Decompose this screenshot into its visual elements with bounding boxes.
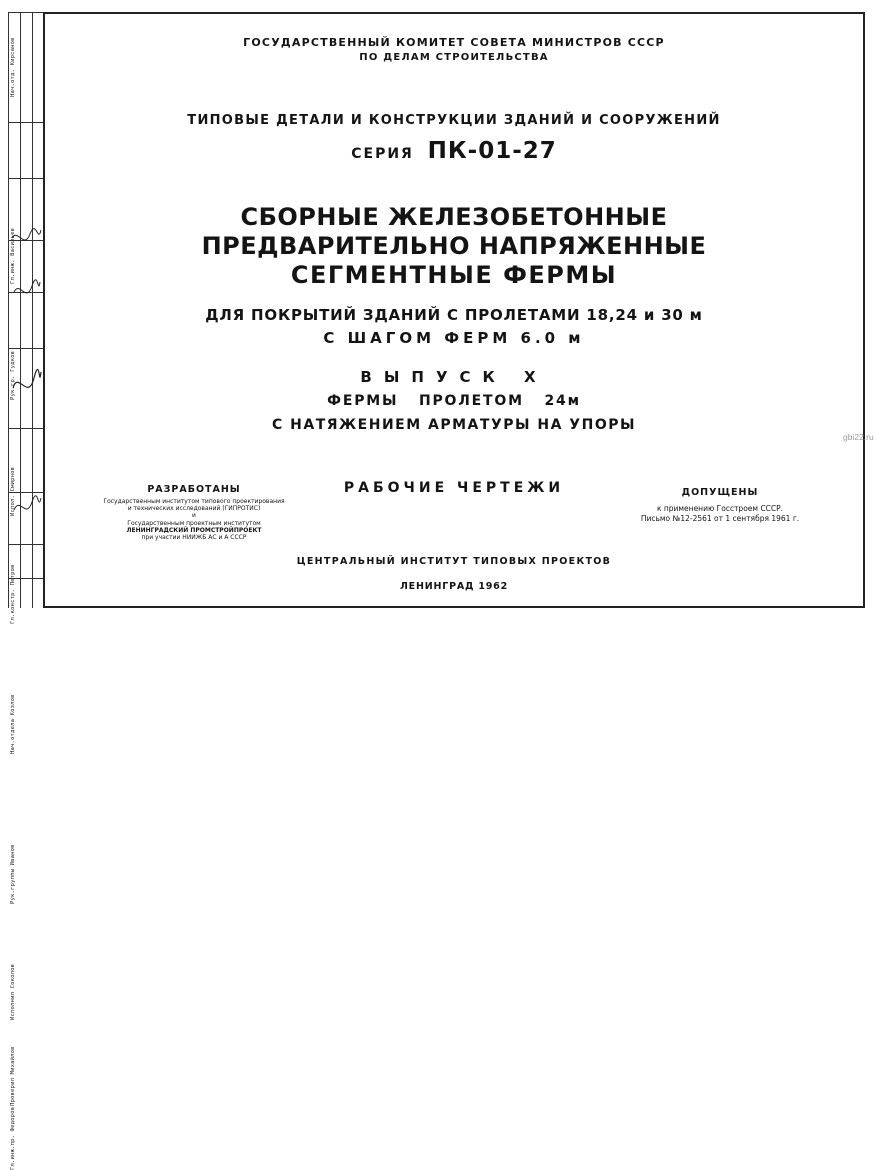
stamp-cell-text: Гл.констр. Петров <box>10 564 16 624</box>
approved-heading: ДОПУЩЕНЫ <box>681 487 759 498</box>
document-title-line2: ПРЕДВАРИТЕЛЬНО НАПРЯЖЕННЫЕ <box>201 232 707 260</box>
stamp-cell-text: Рук.группы Иванов <box>10 844 16 904</box>
city-year: ЛЕНИНГРАД 1962 <box>399 581 508 592</box>
developed-line: и технических исследований (ГИПРОТИС) <box>127 505 261 513</box>
series-code: ПК-01-27 <box>427 138 557 164</box>
stamp-cell-text: Проверил Михайлов <box>10 1046 16 1106</box>
developed-line: при участии НИИЖБ АС и А СССР <box>141 534 247 542</box>
document-title-line1: СБОРНЫЕ ЖЕЛЕЗОБЕТОННЫЕ <box>240 203 668 231</box>
subtitle-spacing: С ШАГОМ ФЕРМ 6.0 м <box>323 329 585 347</box>
stamp-cell-text: Нач.отд. Кирсанов <box>10 37 16 97</box>
approved-line: Письмо №12-2561 от 1 сентября 1961 г. <box>640 514 800 523</box>
developed-line: Государственным институтом типового проектирования <box>103 498 285 505</box>
document-title-line3: СЕГМЕНТНЫЕ ФЕРМЫ <box>290 261 618 289</box>
stamp-cell-text: Исполнил Соколов <box>10 963 16 1020</box>
publisher-institute: ЦЕНТРАЛЬНЫЙ ИНСТИТУТ ТИПОВЫХ ПРОЕКТОВ <box>296 556 612 567</box>
stamp-cell-text: Испол. Смирнов <box>10 466 16 516</box>
developed-line: Государственным проектным институтом <box>127 519 261 527</box>
series-heading: ТИПОВЫЕ ДЕТАЛИ И КОНСТРУКЦИИ ЗДАНИЙ И СООРУЖЕНИЙ <box>187 113 721 128</box>
issue-tensioning: С НАТЯЖЕНИЕМ АРМАТУРЫ НА УПОРЫ <box>272 417 636 433</box>
approved-block <box>610 487 830 524</box>
committee-subheader: ПО ДЕЛАМ СТРОИТЕЛЬСТВА <box>359 52 549 63</box>
series-line <box>43 138 865 164</box>
stamp-cell-text: Нач.отдела Козлов <box>10 694 16 754</box>
committee-header: ГОСУДАРСТВЕННЫЙ КОМИТЕТ СОВЕТА МИНИСТРОВ СССР <box>243 36 665 49</box>
stamp-cell-text: Гл.инж. Васильев <box>10 227 16 284</box>
working-drawings-label: РАБОЧИЕ ЧЕРТЕЖИ <box>343 480 565 496</box>
developed-by-block <box>84 484 304 541</box>
issue-label: ВЫПУСК X <box>360 368 548 386</box>
stamp-cell-text: Рук.гр. Гудков <box>10 350 16 400</box>
site-watermark: gbi22.ru <box>843 432 874 442</box>
developed-line: ЛЕНИНГРАДСКИЙ ПРОМСТРОЙПРОЕКТ <box>126 526 262 534</box>
issue-trusses: ФЕРМЫ ПРОЛЕТОМ 24м <box>327 393 581 409</box>
stamp-cell-text: Гл.инж.пр. Федоров <box>10 1106 16 1170</box>
stamp-cell <box>8 12 44 123</box>
subtitle-spans: ДЛЯ ПОКРЫТИЙ ЗДАНИЙ С ПРОЛЕТАМИ 18,24 и 30 м <box>205 306 703 324</box>
stamp-cell <box>8 122 44 284</box>
series-word: СЕРИЯ <box>351 146 414 162</box>
handwritten-signatures <box>8 220 44 540</box>
developed-heading: РАЗРАБОТАНЫ <box>147 484 241 495</box>
approved-line: к применению Госстроем СССР. <box>656 504 784 513</box>
developed-line: и <box>192 512 196 520</box>
